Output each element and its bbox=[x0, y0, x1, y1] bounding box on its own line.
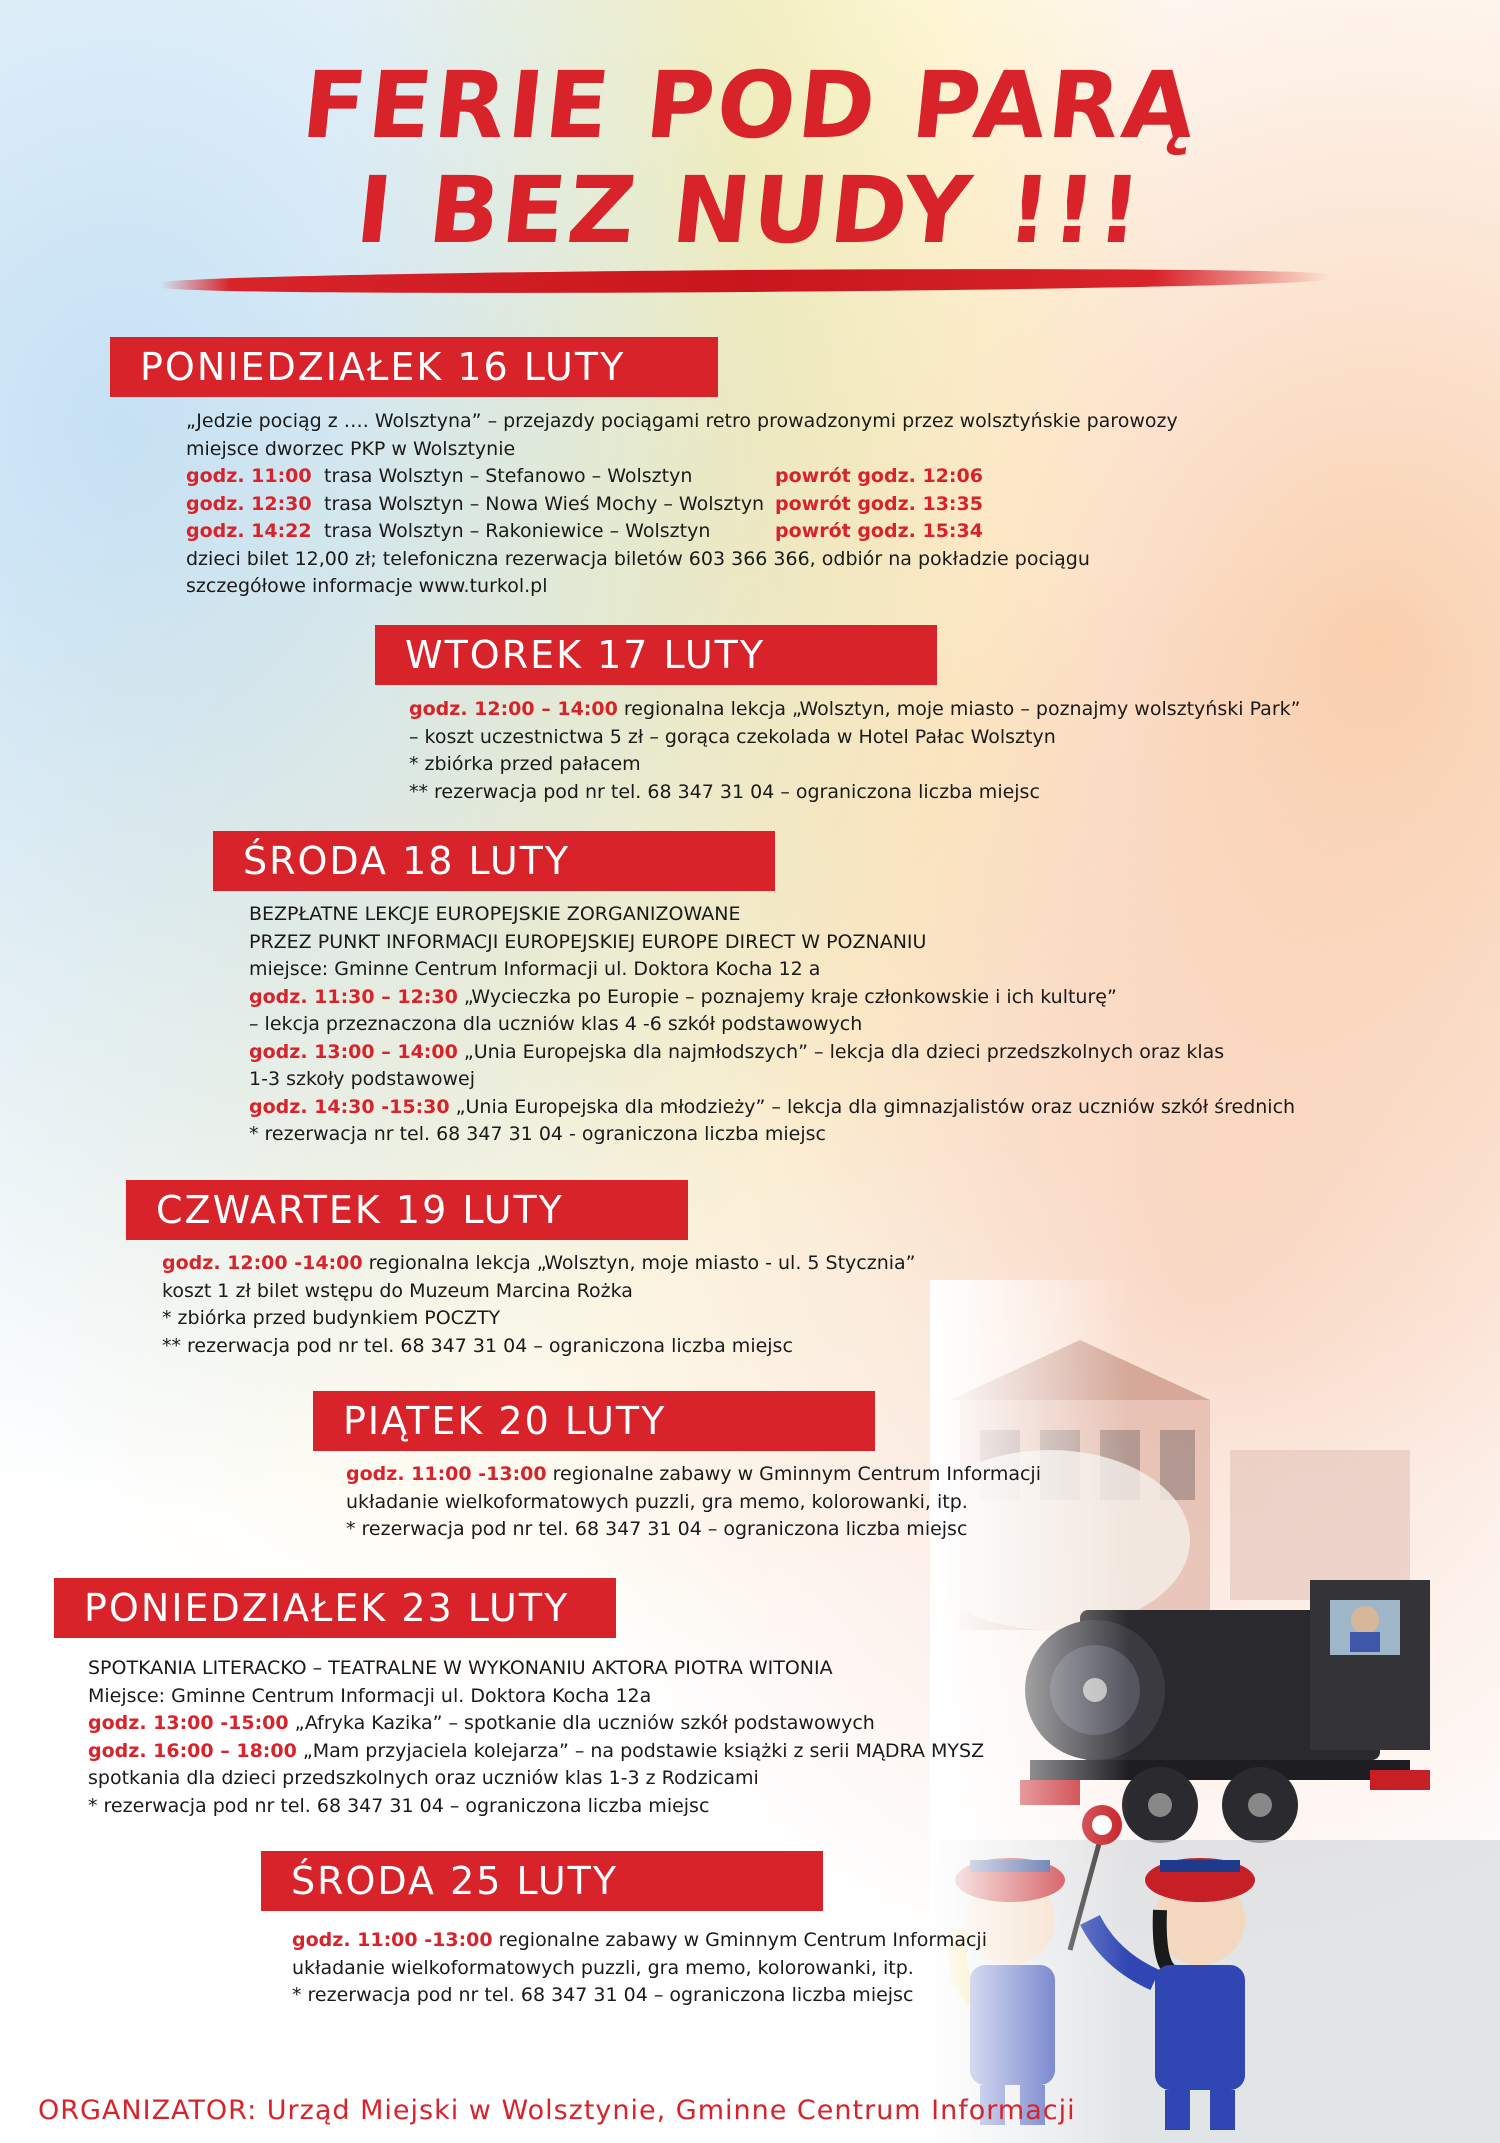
info-line: układanie wielkoformatowych puzzli, gra memo, kolorowanki, itp. bbox=[292, 1956, 914, 1979]
info-line: BEZPŁATNE LEKCJE EUROPEJSKIE ZORGANIZOWANE bbox=[249, 903, 741, 925]
info-line: układanie wielkoformatowych puzzli, gra memo, kolorowanki, itp. bbox=[346, 1490, 968, 1513]
event-text: regionalna lekcja „Wolsztyn, moje miasto - ul. 5 Stycznia” bbox=[362, 1252, 916, 1274]
event-text: „Mam przyjaciela kolejarza” – na podstawie książki z serii MĄDRA MYSZ bbox=[296, 1739, 985, 1762]
info-line: szczegółowe informacje www.turkol.pl bbox=[186, 575, 548, 597]
event-time: godz. 14:30 -15:30 bbox=[249, 1095, 450, 1118]
day-block-mon-23 bbox=[88, 1655, 984, 1820]
return-time: powrót godz. 13:35 bbox=[775, 492, 983, 515]
route: trasa Wolsztyn – Stefanowo – Wolsztyn bbox=[324, 465, 693, 487]
event-text: „Unia Europejska dla najmłodszych” – lekcja dla dzieci przedszkolnych oraz klas bbox=[457, 1040, 1225, 1063]
route: trasa Wolsztyn – Nowa Wieś Mochy – Wolsztyn bbox=[324, 492, 765, 515]
event-text: „Afryka Kazika” – spotkanie dla uczniów szkół podstawowych bbox=[288, 1712, 875, 1734]
title-line-2: I BEZ NUDY !!! bbox=[351, 157, 1149, 264]
train-illustration bbox=[930, 1280, 1500, 2143]
info-line: miejsce: Gminne Centrum Informacji ul. Doktora Kocha 12 a bbox=[249, 958, 821, 980]
info-line: – koszt uczestnictwa 5 zł – gorąca czekolada w Hotel Pałac Wolsztyn bbox=[409, 725, 1056, 748]
event-text: regionalne zabawy w Gminnym Centrum Informacji bbox=[492, 1929, 987, 1951]
day-block-wed-18 bbox=[249, 901, 1295, 1149]
day-block-thu-19 bbox=[162, 1250, 916, 1360]
info-line: spotkania dla dzieci przedszkolnych oraz uczniów klas 1-3 z Rodzicami bbox=[88, 1767, 759, 1789]
day-block-wed-25 bbox=[292, 1927, 987, 2010]
event-text: regionalne zabawy w Gminnym Centrum Informacji bbox=[546, 1463, 1041, 1485]
info-line: * rezerwacja pod nr tel. 68 347 31 04 – ograniczona liczba miejsc bbox=[88, 1794, 710, 1817]
info-line: Miejsce: Gminne Centrum Informacji ul. Doktora Kocha 12a bbox=[88, 1684, 652, 1707]
event-time: godz. 11:00 -13:00 bbox=[292, 1929, 493, 1951]
event-time: godz. 11:00 -13:00 bbox=[346, 1463, 547, 1485]
info-line: * rezerwacja pod nr tel. 68 347 31 04 – ograniczona liczba miejsc bbox=[292, 1984, 914, 2006]
departure-time: godz. 12:30 bbox=[186, 492, 312, 515]
event-time: godz. 12:00 -14:00 bbox=[162, 1252, 363, 1274]
event-time: godz. 13:00 -15:00 bbox=[88, 1712, 289, 1734]
departure-time: godz. 14:22 bbox=[186, 520, 312, 542]
day-banner-tue-17: WTOREK 17 LUTY bbox=[375, 625, 937, 685]
info-line: 1-3 szkoły podstawowej bbox=[249, 1068, 475, 1090]
departure-time: godz. 11:00 bbox=[186, 465, 312, 487]
return-time: powrót godz. 15:34 bbox=[775, 520, 983, 542]
info-line: ** rezerwacja pod nr tel. 68 347 31 04 – ograniczona liczba miejsc bbox=[409, 780, 1040, 803]
train-schedule-row bbox=[186, 518, 1178, 546]
event-text: regionalna lekcja „Wolsztyn, moje miasto – poznajmy wolsztyński Park” bbox=[617, 698, 1301, 720]
day-block-fri-20 bbox=[346, 1461, 1041, 1544]
info-line: – lekcja przeznaczona dla uczniów klas 4 -6 szkół podstawowych bbox=[249, 1013, 863, 1035]
event-time: godz. 16:00 – 18:00 bbox=[88, 1739, 297, 1762]
day-banner-fri-20: PIĄTEK 20 LUTY bbox=[313, 1391, 875, 1451]
info-line: PRZEZ PUNKT INFORMACJI EUROPEJSKIEJ EUROPE DIRECT W POZNANIU bbox=[249, 930, 927, 953]
info-line: „Jedzie pociąg z …. Wolsztyna” – przejazdy pociągami retro prowadzonymi przez wolsztyńskie parowozy bbox=[186, 410, 1178, 432]
event-text: „Wycieczka po Europie – poznajemy kraje członkowskie i ich kulturę” bbox=[457, 985, 1117, 1008]
event-time: godz. 11:30 – 12:30 bbox=[249, 985, 458, 1008]
day-banner-mon-16: PONIEDZIAŁEK 16 LUTY bbox=[110, 337, 718, 397]
route: trasa Wolsztyn – Rakoniewice – Wolsztyn bbox=[324, 520, 711, 542]
event-time: godz. 12:00 – 14:00 bbox=[409, 698, 618, 720]
info-line: * zbiórka przed budynkiem POCZTY bbox=[162, 1307, 501, 1329]
title-line-1: FERIE POD PARĄ bbox=[297, 52, 1203, 159]
return-time: powrót godz. 12:06 bbox=[775, 465, 983, 487]
title-brush-underline bbox=[160, 266, 1330, 296]
train-schedule-row bbox=[186, 491, 1178, 519]
event-time: godz. 13:00 – 14:00 bbox=[249, 1040, 458, 1063]
info-line: koszt 1 zł bilet wstępu do Muzeum Marcina Rożka bbox=[162, 1279, 633, 1302]
day-block-mon-16 bbox=[186, 408, 1178, 601]
train-schedule-row bbox=[186, 463, 1178, 491]
day-block-tue-17 bbox=[409, 696, 1300, 806]
day-banner-mon-23: PONIEDZIAŁEK 23 LUTY bbox=[54, 1578, 616, 1638]
info-line: * rezerwacja pod nr tel. 68 347 31 04 – ograniczona liczba miejsc bbox=[346, 1518, 968, 1540]
info-line: * rezerwacja nr tel. 68 347 31 04 - ograniczona liczba miejsc bbox=[249, 1123, 826, 1145]
organizer-footer: ORGANIZATOR: Urząd Miejski w Wolsztynie, Gminne Centrum Informacji bbox=[38, 2095, 1076, 2126]
event-text: „Unia Europejska dla młodzieży” – lekcja dla gimnazjalistów oraz uczniów szkół średnich bbox=[449, 1095, 1296, 1118]
info-line: SPOTKANIA LITERACKO – TEATRALNE W WYKONANIU AKTORA PIOTRA WITONIA bbox=[88, 1657, 833, 1679]
day-banner-wed-25: ŚRODA 25 LUTY bbox=[261, 1851, 823, 1911]
day-banner-thu-19: CZWARTEK 19 LUTY bbox=[126, 1180, 688, 1240]
info-line: miejsce dworzec PKP w Wolsztynie bbox=[186, 437, 516, 460]
day-banner-wed-18: ŚRODA 18 LUTY bbox=[213, 831, 775, 891]
info-line: dzieci bilet 12,00 zł; telefoniczna rezerwacja biletów 603 366 366, odbiór na pokładzie pociągu bbox=[186, 547, 1090, 570]
info-line: * zbiórka przed pałacem bbox=[409, 753, 641, 775]
info-line: ** rezerwacja pod nr tel. 68 347 31 04 – ograniczona liczba miejsc bbox=[162, 1334, 793, 1357]
